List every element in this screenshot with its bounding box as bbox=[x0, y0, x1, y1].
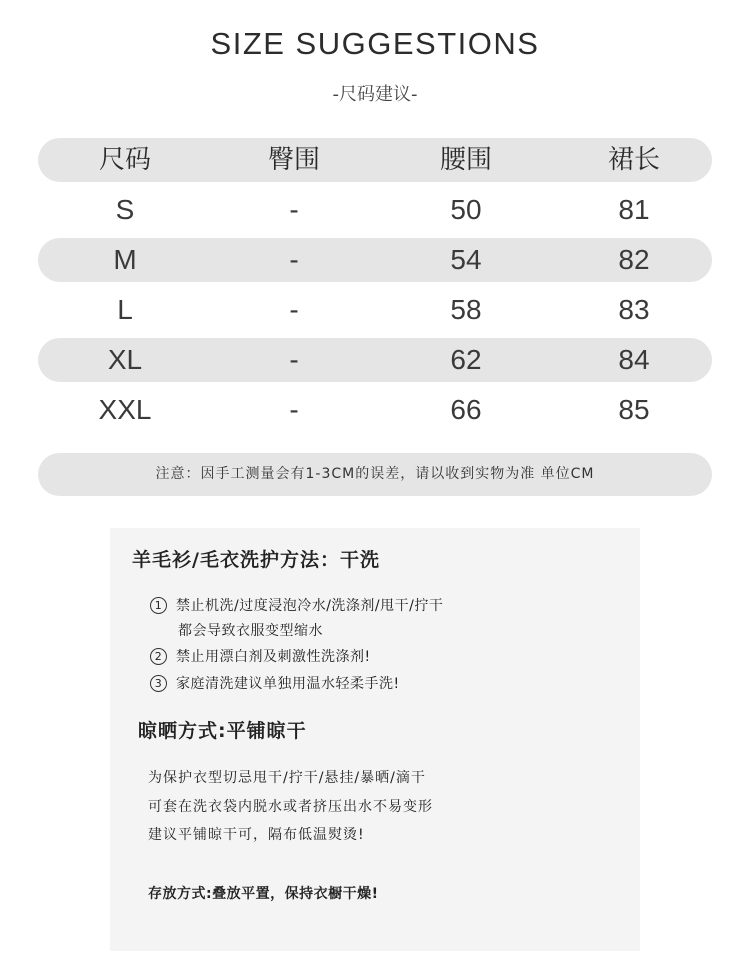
care-item-text: 禁止机洗/过度浸泡冷水/洗涤剂/甩干/拧干 bbox=[176, 598, 444, 614]
hip-cell: - bbox=[289, 294, 299, 325]
table-row bbox=[38, 288, 712, 332]
waist-cell: 50 bbox=[450, 194, 482, 225]
size-cell: L bbox=[117, 294, 133, 325]
hip-cell: - bbox=[289, 394, 299, 425]
length-cell: 81 bbox=[618, 194, 650, 225]
length-cell: 84 bbox=[618, 344, 650, 375]
size-table bbox=[38, 138, 712, 438]
column-header-size: 尺码 bbox=[98, 145, 151, 175]
hip-cell: - bbox=[289, 344, 299, 375]
length-cell: 82 bbox=[618, 244, 650, 275]
waist-cell: 54 bbox=[450, 244, 482, 275]
hip-cell: - bbox=[289, 194, 299, 225]
length-cell: 85 bbox=[618, 394, 650, 425]
circled-number-icon: 1 bbox=[150, 597, 167, 614]
waist-cell: 66 bbox=[450, 394, 482, 425]
hip-cell: - bbox=[289, 244, 299, 275]
size-cell: S bbox=[115, 194, 135, 225]
drying-line: 可套在洗衣袋内脱水或者挤压出水不易变形 bbox=[148, 799, 433, 815]
page-subtitle: -尺码建议- bbox=[332, 84, 418, 105]
care-instructions-panel bbox=[110, 528, 640, 951]
length-cell: 83 bbox=[618, 294, 650, 325]
page-title: SIZE SUGGESTIONS bbox=[210, 26, 540, 61]
waist-cell: 62 bbox=[450, 344, 482, 375]
care-item bbox=[150, 595, 443, 615]
care-title: 羊毛衫/毛衣洗护方法：干洗 bbox=[132, 549, 380, 571]
care-item-text: 禁止用漂白剂及刺激性洗涤剂! bbox=[176, 649, 371, 665]
drying-line: 为保护衣型切忌甩干/拧干/悬挂/暴晒/滴干 bbox=[148, 770, 426, 786]
drying-title: 晾晒方式:平铺晾干 bbox=[138, 720, 307, 742]
waist-cell: 58 bbox=[450, 294, 482, 325]
column-header-hip: 臀围 bbox=[267, 145, 320, 175]
measurement-note: 注意：因手工测量会有1-3CM的误差，请以收到实物为准 单位CM bbox=[38, 453, 712, 496]
column-header-length: 裙长 bbox=[607, 145, 660, 175]
care-item-text: 家庭清洗建议单独用温水轻柔手洗! bbox=[176, 676, 400, 692]
table-row bbox=[38, 338, 712, 382]
care-item-continuation: 都会导致衣服变型缩水 bbox=[178, 623, 323, 639]
size-cell: M bbox=[113, 244, 137, 275]
table-header-row bbox=[38, 138, 712, 182]
table-row bbox=[38, 238, 712, 282]
column-header-waist: 腰围 bbox=[439, 145, 492, 175]
table-row bbox=[38, 188, 712, 232]
care-item bbox=[150, 673, 400, 693]
care-item bbox=[150, 646, 371, 666]
circled-number-icon: 2 bbox=[150, 648, 167, 665]
drying-line: 建议平铺晾干可，隔布低温熨烫! bbox=[148, 827, 365, 843]
table-row bbox=[38, 388, 712, 432]
size-cell: XL bbox=[107, 344, 143, 375]
storage-text: 存放方式:叠放平置，保持衣橱干燥! bbox=[148, 886, 379, 902]
size-cell: XXL bbox=[98, 394, 152, 425]
circled-number-icon: 3 bbox=[150, 675, 167, 692]
